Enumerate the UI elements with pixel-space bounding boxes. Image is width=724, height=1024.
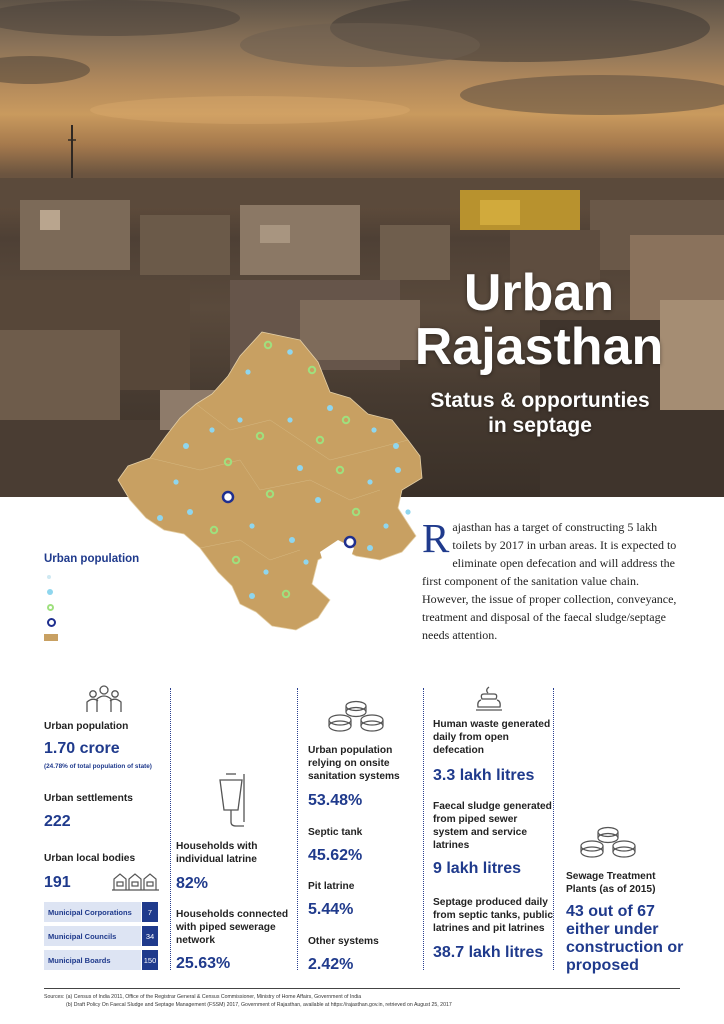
title-line2: Rajasthan	[414, 318, 664, 376]
onsite-value: 53.48%	[308, 792, 363, 809]
column-divider	[423, 688, 424, 970]
column-divider	[297, 688, 298, 970]
people-group-icon	[84, 684, 124, 714]
other-systems-block	[308, 935, 422, 974]
individual-latrine-block	[176, 840, 296, 893]
septage-label: Septage produced daily from septic tanks, public latrines and pit latrines	[433, 897, 554, 934]
legend-small-dot-icon	[47, 575, 51, 579]
piped-sewerage-value: 25.63%	[176, 955, 231, 972]
piped-sewerage-label: Households connected with piped sewerage network	[176, 909, 289, 946]
faecal-sludge-value: 9 lakh litres	[433, 860, 522, 877]
individual-latrine-label: Households with individual latrine	[176, 841, 258, 865]
stp-label: Sewage Treatment Plants (as of 2015)	[566, 871, 656, 895]
subtitle-line2: in septage	[488, 414, 592, 437]
column-divider	[170, 688, 171, 970]
septage-value: 38.7 lakh litres	[433, 944, 544, 961]
faecal-sludge-label: Faecal sludge generated from piped sewer system and service latrines	[433, 801, 552, 851]
legend-item	[44, 571, 194, 583]
septic-tanks-icon	[326, 700, 392, 736]
intro-text: ajasthan has a target of constructing 5 lakh toilets by 2017 in urban areas. It is expected to eliminate open defecation and will address the first component of the sanitation value chain. However, the issue of proper collection, conveyance, treatment and disposal of the faecal sludge/septage needs attention.	[422, 520, 677, 642]
urban-population-note: (24.78% of total population of state)	[44, 763, 152, 770]
septic-tank-label: Septic tank	[308, 827, 363, 838]
ulb-type: Municipal Corporations	[44, 902, 141, 922]
pit-latrine-label: Pit latrine	[308, 881, 355, 892]
map-legend	[44, 553, 194, 646]
stp-value: 43 out of 67 either under construction or proposed	[566, 903, 684, 974]
legend-item	[44, 631, 194, 643]
stp-block	[566, 870, 684, 975]
source-line: (b) Draft Policy On Faecal Sludge and Septage Management (FSSM) 2017, Government of Rajasthan, available at https://rajasthan.gov.in, retrieved on August 25, 2017	[66, 1002, 452, 1008]
source-line: Sources: (a) Census of India 2011, Office of the Registrar General & Census Commissioner, Ministry of Home Affairs, Government of India	[44, 994, 362, 1000]
legend-item	[44, 616, 194, 628]
legend-item	[44, 601, 194, 613]
legend-item	[44, 586, 194, 598]
human-waste-label: Human waste generated daily from open defecation	[433, 719, 551, 756]
legend-large-ring-icon	[47, 618, 56, 627]
ulb-count: 150	[142, 950, 158, 970]
septic-tank-block	[308, 826, 422, 865]
faecal-sludge-block	[433, 800, 553, 878]
onsite-label: Urban population relying on onsite sanitation systems	[308, 745, 400, 782]
legend-area-icon	[44, 634, 58, 641]
settlements-block	[44, 792, 168, 831]
human-waste-block	[433, 718, 553, 785]
ulb-row	[44, 950, 158, 970]
settlements-label: Urban settlements	[44, 793, 133, 804]
urban-population-value: 1.70 crore	[44, 740, 120, 757]
ulb-row	[44, 926, 158, 946]
legend-title: Urban population	[44, 553, 140, 565]
individual-latrine-value: 82%	[176, 875, 209, 892]
treatment-plant-icon	[578, 826, 644, 862]
other-systems-label: Other systems	[308, 936, 379, 947]
latrine-pipe-icon	[214, 772, 248, 834]
urban-population-block	[44, 720, 168, 770]
piped-sewerage-block	[176, 908, 296, 973]
septic-tank-value: 45.62%	[308, 847, 363, 864]
ulb-table	[44, 902, 158, 974]
pit-latrine-block	[308, 880, 422, 919]
ulb-row	[44, 902, 158, 922]
column-divider	[553, 688, 554, 970]
septage-block	[433, 896, 553, 962]
ulb-type: Municipal Councils	[44, 926, 141, 946]
settlements-value: 222	[44, 813, 71, 830]
onsite-block	[308, 744, 422, 810]
subtitle-line1: Status & opportunties	[430, 389, 650, 412]
ulb-value: 191	[44, 874, 71, 891]
other-systems-value: 2.42%	[308, 956, 354, 973]
ulb-label: Urban local bodies	[44, 853, 136, 864]
intro-paragraph	[422, 515, 684, 644]
human-waste-value: 3.3 lakh litres	[433, 767, 535, 784]
ulb-count: 34	[142, 926, 158, 946]
waste-pile-icon	[476, 684, 502, 712]
urban-population-label: Urban population	[44, 721, 129, 732]
title-line1: Urban	[463, 264, 615, 322]
sources-footnote	[44, 988, 680, 1009]
buildings-icon	[112, 871, 160, 891]
pit-latrine-value: 5.44%	[308, 901, 354, 918]
legend-dot-icon	[47, 589, 53, 595]
legend-ring-icon	[47, 604, 54, 611]
ulb-count: 7	[142, 902, 158, 922]
dropcap: R	[422, 515, 450, 561]
ulb-type: Municipal Boards	[44, 950, 141, 970]
